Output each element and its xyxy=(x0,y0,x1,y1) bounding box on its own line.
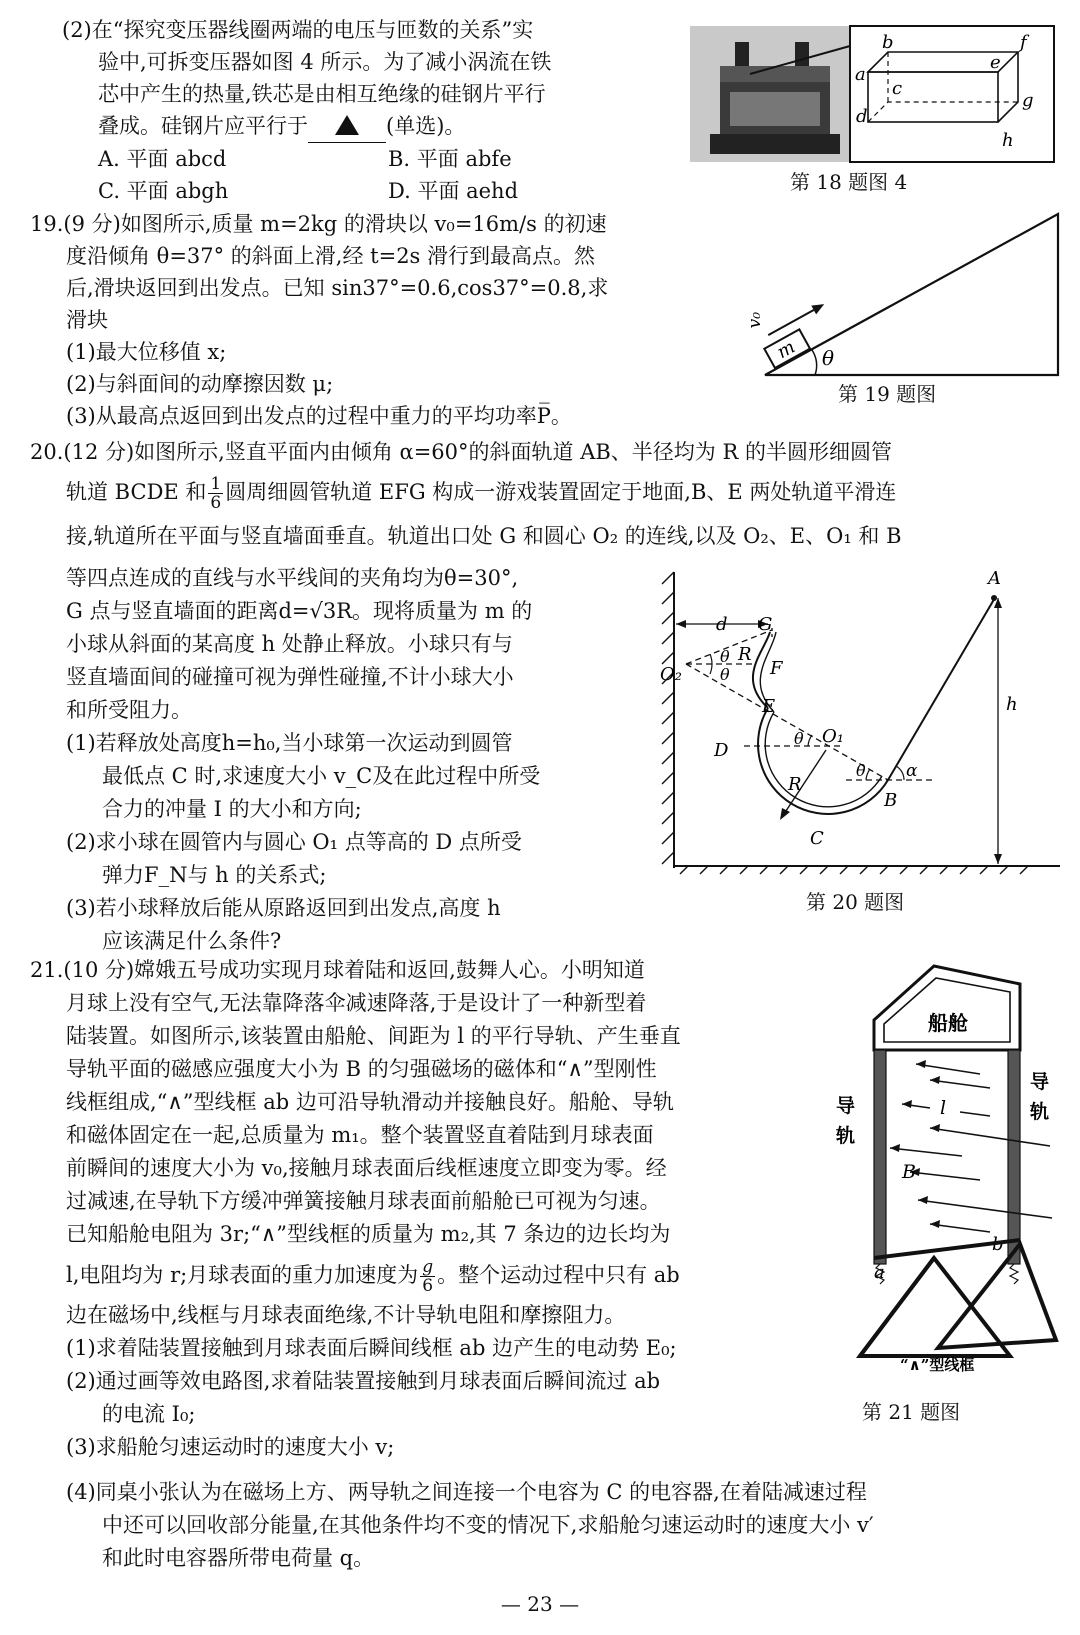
q21-sub4a: (4)同桌小张认为在磁场上方、两导轨之间连接一个电容为 C 的电容器,在着陆减速过程 xyxy=(66,1480,867,1504)
rail-left xyxy=(874,1050,886,1264)
q18-option-b: B. 平面 abfe xyxy=(388,147,512,171)
q20-line3: 接,轨道所在平面与竖直墙面垂直。轨道出口处 G 和圆心 O₂ 的连线,以及 O₂、E、O₁ 和 B xyxy=(66,524,902,548)
label-frame: “∧”型线框 xyxy=(900,1356,975,1374)
q21-sub1: (1)求着陆装置接触到月球表面后瞬间线框 ab 边产生的电动势 E₀; xyxy=(66,1336,677,1360)
triangle-icon xyxy=(335,115,359,135)
incline-ab xyxy=(888,596,996,780)
q19-line3: 后,滑块返回到出发点。已知 sin37°=0.6,cos37°=0.8,求 xyxy=(66,276,609,300)
q21-line6: 和磁体固定在一起,总质量为 m₁。整个装置竖直着陆到月球表面 xyxy=(66,1123,654,1147)
label-d: d xyxy=(716,614,728,635)
label-theta-3: θ xyxy=(794,729,804,748)
label-l: l xyxy=(940,1097,947,1119)
label-rail-right-1: 导 xyxy=(1030,1071,1050,1093)
label-a: a xyxy=(855,64,866,85)
q19-sub2: (2)与斜面间的动摩擦因数 μ; xyxy=(66,372,334,396)
label-m: m xyxy=(773,336,799,364)
q20-sub2b: 弹力F_N与 h 的关系式; xyxy=(102,863,327,887)
q18-line4a: 叠成。硅钢片应平行于 xyxy=(98,114,308,138)
label-R-bottom: R xyxy=(788,774,802,795)
q18-line4b: (单选)。 xyxy=(386,114,466,138)
label-b: b xyxy=(992,1234,1004,1255)
label-h: h xyxy=(1006,694,1018,715)
q21-sub3: (3)求船舱匀速运动时的速度大小 v; xyxy=(66,1435,395,1459)
q19-line4: 滑块 xyxy=(66,308,108,332)
q21-sub2a: (2)通过画等效电路图,求着陆装置接触到月球表面后瞬间流过 ab xyxy=(66,1369,661,1393)
q18-figure xyxy=(690,22,1060,167)
q18-line4 xyxy=(62,110,682,143)
q20-text-left xyxy=(66,562,656,958)
label-G: G xyxy=(758,614,773,635)
label-theta-2: θ xyxy=(720,665,730,684)
q20-sub3b: 应该满足什么条件? xyxy=(102,929,282,953)
label-rail-left-2: 轨 xyxy=(836,1125,856,1147)
spring-right xyxy=(1010,1264,1018,1284)
q19-sub3: (3)从最高点返回到出发点的过程中重力的平均功率P̅。 xyxy=(66,404,572,428)
q21-text-left xyxy=(30,954,820,1464)
label-O1: O₁ xyxy=(822,726,844,747)
q19-figure xyxy=(740,210,1070,380)
tube-bcde-outer xyxy=(758,708,888,814)
q21-line3: 陆装置。如图所示,该装置由船舱、间距为 l 的平行导轨、产生垂直 xyxy=(66,1024,681,1048)
q21-line8: 过减速,在导轨下方缓冲弹簧接触月球表面前船舱已可视为匀速。 xyxy=(66,1189,661,1213)
fraction-g-over-6: $\frac{g}{6}$ xyxy=(422,1257,434,1296)
q19-sub1: (1)最大位移值 x; xyxy=(66,340,227,364)
page-number: — 23 — xyxy=(500,1592,580,1616)
q21-sub4c: 和此时电容器所带电荷量 q。 xyxy=(102,1546,375,1570)
q21-line7: 前瞬间的速度大小为 v₀,接触月球表面后线框速度立即变为零。经 xyxy=(66,1156,667,1180)
q21-line11: 边在磁场中,线框与月球表面绝缘,不计导轨电阻和摩擦阻力。 xyxy=(66,1303,626,1327)
answer-blank xyxy=(308,110,386,143)
q20-sub3a: (3)若小球释放后能从原路返回到出发点,高度 h xyxy=(66,896,501,920)
q20-line8: 和所受阻力。 xyxy=(66,698,192,722)
q20-line6: 小球从斜面的某高度 h 处静止释放。小球只有与 xyxy=(66,632,513,656)
q18-text xyxy=(62,14,682,207)
label-theta-1: θ xyxy=(720,647,730,666)
q19-caption: 第 19 题图 xyxy=(838,382,937,406)
q21-caption: 第 21 题图 xyxy=(862,1400,961,1424)
q20-sub2a: (2)求小球在圆管内与圆心 O₁ 点等高的 D 点所受 xyxy=(66,830,522,854)
label-g: g xyxy=(1022,90,1034,111)
q21-line2: 月球上没有空气,无法靠降落伞减速降落,于是设计了一种新型着 xyxy=(66,991,647,1015)
q20-sub1b: 最低点 C 时,求速度大小 v_C及在此过程中所受 xyxy=(102,764,541,788)
q20-line5: G 点与竖直墙面的距离d=√3R。现将质量为 m 的 xyxy=(66,599,533,623)
q21-text-bottom xyxy=(66,1476,1066,1575)
q18-option-d: D. 平面 aehd xyxy=(388,179,519,203)
magnetic-field-arrows xyxy=(890,1064,1052,1232)
q21-figure xyxy=(830,956,1070,1386)
q20-text-top xyxy=(30,436,1070,556)
a-frame xyxy=(860,1240,1056,1356)
label-theta: θ xyxy=(822,346,835,370)
q21-line5: 线框组成,“∧”型线框 ab 边可沿导轨滑动并接触良好。船舱、导轨 xyxy=(66,1090,674,1114)
q20-line1: 20.(12 分)如图所示,竖直平面内由倾角 α=60°的斜面轨道 AB、半径均为 R 的半圆形细圆管 xyxy=(30,440,892,464)
q20-sub1a: (1)若释放处高度h=h₀,当小球第一次运动到圆管 xyxy=(66,731,513,755)
incline xyxy=(765,214,1058,375)
q18-option-a: A. 平面 abcd xyxy=(98,147,227,171)
label-E: E xyxy=(762,696,776,717)
q20-sub1c: 合力的冲量 I 的大小和方向; xyxy=(102,797,362,821)
label-d: d xyxy=(856,106,868,127)
q21-line10: l,电阻均为 r;月球表面的重力加速度为 $\frac{g}{6}$ 。整个运动过程中只有 ab xyxy=(66,1257,680,1296)
label-B: B xyxy=(902,1161,916,1183)
q21-line4: 导轨平面的磁感应强度大小为 B 的匀强磁场的磁体和“∧”型刚性 xyxy=(66,1057,657,1081)
q18-caption: 第 18 题图 4 xyxy=(790,170,908,194)
arrow-icon xyxy=(811,300,826,315)
label-R-top: R xyxy=(738,644,752,665)
q20-line2: 轨道 BCDE 和 $\frac{1}{6}$ 圆周细圆管轨道 EFG 构成一游戏装置固定于地面,B、E 两处轨道平滑连 xyxy=(66,474,897,513)
ball xyxy=(991,595,997,601)
label-b: b xyxy=(882,32,894,53)
q18-line2: 验中,可拆变压器如图 4 所示。为了减小涡流在铁 xyxy=(98,50,552,74)
q19-line2: 度沿倾角 θ=37° 的斜面上滑,经 t=2s 滑行到最高点。然 xyxy=(66,244,596,268)
label-O2: O₂ xyxy=(660,664,682,685)
q20-line4: 等四点连成的直线与水平线间的夹角均为θ=30°, xyxy=(66,566,519,590)
fraction-one-sixth: $\frac{1}{6}$ xyxy=(210,474,222,513)
label-D: D xyxy=(714,740,729,761)
q18-line1: (2)在“探究变压器线圈两端的电压与匝数的关系”实 xyxy=(62,18,534,42)
q21-sub2b: 的电流 I₀; xyxy=(102,1402,196,1426)
q18-option-c: C. 平面 abgh xyxy=(98,179,229,203)
label-B: B xyxy=(884,790,898,811)
label-A: A xyxy=(988,568,1001,589)
q18-options-row2 xyxy=(62,175,682,207)
q19-line1: 19.(9 分)如图所示,质量 m=2kg 的滑块以 v₀=16m/s 的初速 xyxy=(30,212,607,236)
q18-line3: 芯中产生的热量,铁芯是由相互绝缘的硅钢片平行 xyxy=(98,82,546,106)
q18-options-row1 xyxy=(62,143,682,175)
label-F: F xyxy=(770,658,783,679)
rail-right xyxy=(1008,1050,1020,1264)
q21-sub4b: 中还可以回收部分能量,在其他条件均不变的情况下,求船舱匀速运动时的速度大小 v′ xyxy=(102,1513,874,1537)
label-alpha: α xyxy=(906,761,918,781)
label-h: h xyxy=(1002,130,1014,151)
label-c: c xyxy=(892,78,903,99)
label-a: a xyxy=(874,1262,885,1283)
label-theta-4: θ xyxy=(856,761,866,780)
q21-line9: 已知船舱电阻为 3r;“∧”型线框的质量为 m₂,其 7 条边的边长均为 xyxy=(66,1222,671,1246)
label-f: f xyxy=(1020,32,1027,53)
q21-line1: 21.(10 分)嫦娥五号成功实现月球着陆和返回,鼓舞人心。小明知道 xyxy=(30,958,645,982)
q20-caption: 第 20 题图 xyxy=(806,890,905,914)
label-v0: v₀ xyxy=(744,311,765,329)
label-e: e xyxy=(990,52,1001,73)
label-rail-left-1: 导 xyxy=(836,1095,856,1117)
label-cabin: 船舱 xyxy=(928,1011,968,1035)
q20-figure xyxy=(660,568,1070,878)
q19-text xyxy=(30,208,730,432)
q20-line7: 竖直墙面间的碰撞可视为弹性碰撞,不计小球大小 xyxy=(66,665,514,689)
label-C: C xyxy=(810,828,824,849)
label-rail-right-2: 轨 xyxy=(1030,1101,1050,1123)
